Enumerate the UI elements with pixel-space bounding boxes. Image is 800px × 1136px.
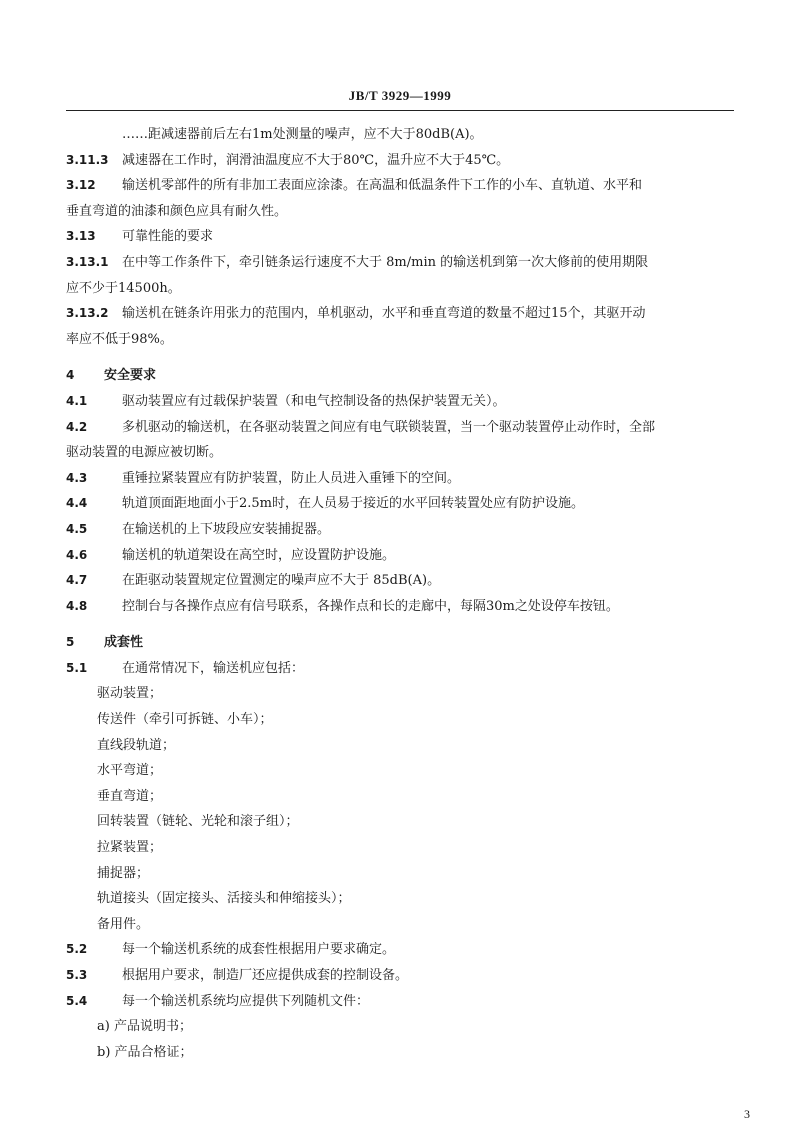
clause-paragraph [66,963,746,989]
list-item: 直线段轨道； [97,737,176,753]
clause-number: 4.4 [66,496,88,511]
clause-text-line: 垂直弯道的油漆和颜色应具有耐久性。 [66,203,288,219]
clause-number: 4 [66,368,75,383]
clause-paragraph [66,122,746,148]
clause-number: 4.5 [66,521,88,536]
clause-number: 5.1 [66,660,88,675]
clause-text-line: 驱动装置应有过载保护装置（和电气控制设备的热保护装置无关）。 [122,393,506,409]
clause-paragraph [66,148,746,174]
clause-text-line: 在中等工作条件下，牵引链条运行速度不大于 8m/min 的输送机到第一次大修前的使用期限 [122,254,649,270]
clause-paragraph [66,250,746,301]
clause-number: 3.12 [66,178,96,193]
clause-number: 5 [66,635,75,650]
clause-paragraph [66,543,746,569]
clause-paragraph [66,224,746,250]
clauses-3-and-4 [66,122,746,681]
clause-paragraph [66,491,746,517]
clause-text-line: 控制台与各操作点应有信号联系，各操作点和长的走廊中，每隔30m之处设停车按钮。 [122,598,619,614]
clause-number: 3.11.3 [66,152,109,167]
clause-number: 5.3 [66,968,88,982]
list-item: 轨道接头（固定接头、活接头和伸缩接头）； [97,891,351,907]
clause-text-line: 重锤拉紧装置应有防护装置，防止人员进入重锤下的空间。 [122,470,461,486]
clause-paragraph [66,466,746,492]
clause-text-line: ……距减速器前后左右1m处测量的噪声，应不大于80dB(A)。 [122,127,483,142]
clause-number: 3.13.2 [66,306,109,321]
accompanying-documents-list [66,1014,746,1065]
list-item: 水平弯道； [97,763,163,779]
clause-text-line: 驱动装置的电源应被切断。 [66,445,223,461]
clause-number: 3.13 [66,229,96,244]
section-heading [66,630,746,656]
list-item: 驱动装置； [97,686,163,702]
standard-code-header: JB/T 3929—1999 [348,88,452,103]
list-item: 备用件。 [97,916,150,932]
clause-text-line: 安全要求 [104,368,157,384]
document-body [66,122,746,1065]
page-number: 3 [744,1107,750,1121]
clause-text-line: 每一个输送机系统的成套性根据用户要求确定。 [122,942,396,958]
clause-paragraph [66,415,746,466]
clause-number: 4.8 [66,598,88,613]
list-item: 传送件（牵引可拆链、小车）； [97,712,273,728]
clause-text-line: 在输送机的上下坡段应安装捕捉器。 [122,521,331,537]
list-item: 垂直弯道； [97,788,163,804]
clause-text-line: 减速器在工作时，润滑油温度应不大于80℃，温升应不大于45℃。 [122,152,510,168]
clause-paragraph [66,173,746,224]
clause-text-line: 根据用户要求，制造厂还应提供成套的控制设备。 [122,968,409,983]
clause-text-line: 成套性 [104,635,144,651]
clauses-5-2-to-5-4 [66,937,746,1014]
header-divider [66,110,734,111]
list-item: 捕捉器； [97,865,150,881]
clause-paragraph [66,389,746,415]
section-gap [66,619,746,630]
clause-text-line: 可靠性能的要求 [122,229,214,245]
clause-number: 4.7 [66,573,88,588]
section-heading [66,363,746,389]
clause-paragraph [66,301,746,352]
clause-paragraph [66,937,746,963]
clause-text-line: 轨道顶面距地面小于2.5m时，在人员易于接近的水平回转装置处应有防护设施。 [122,496,585,512]
section-gap [66,352,746,363]
clause-number: 4.3 [66,470,88,485]
clause-text-line: 每一个输送机系统均应提供下列随机文件： [122,993,370,1009]
clause-number: 5.2 [66,942,88,957]
delivery-scope-list [66,681,746,937]
clause-text-line: 输送机的轨道架设在高空时，应设置防护设施。 [122,547,396,563]
clause-text-line: 应不少于14500h。 [66,280,181,296]
clause-text-line: 多机驱动的输送机，在各驱动装置之间应有电气联锁装置，当一个驱动装置停止动作时，全部 [122,419,656,435]
clause-number: 4.1 [66,393,88,408]
clause-text-line: 输送机在链条许用张力的范围内，单机驱动，水平和垂直弯道的数量不超过15个，其驱开动 [122,306,646,322]
clause-number: 4.6 [66,547,88,562]
clause-paragraph [66,568,746,594]
clause-number: 3.13.1 [66,254,109,269]
clause-text-line: 率应不低于98%。 [66,331,173,347]
clause-paragraph [66,517,746,543]
list-item: 回转装置（链轮、光轮和滚子组）； [97,814,299,830]
clause-paragraph [66,656,746,682]
list-item: b) 产品合格证； [97,1044,193,1060]
clause-paragraph [66,594,746,620]
clause-paragraph [66,989,746,1015]
clause-number: 4.2 [66,419,88,434]
list-item: a) 产品说明书； [97,1019,192,1035]
clause-number: 5.4 [66,993,88,1008]
clause-text-line: 输送机零部件的所有非加工表面应涂漆。在高温和低温条件下工作的小车、直轨道、水平和 [122,178,643,194]
clause-text-line: 在通常情况下，输送机应包括： [122,660,305,676]
list-item: 拉紧装置； [97,840,163,856]
clause-text-line: 在距驱动装置规定位置测定的噪声应不大于 85dB(A)。 [122,573,441,589]
